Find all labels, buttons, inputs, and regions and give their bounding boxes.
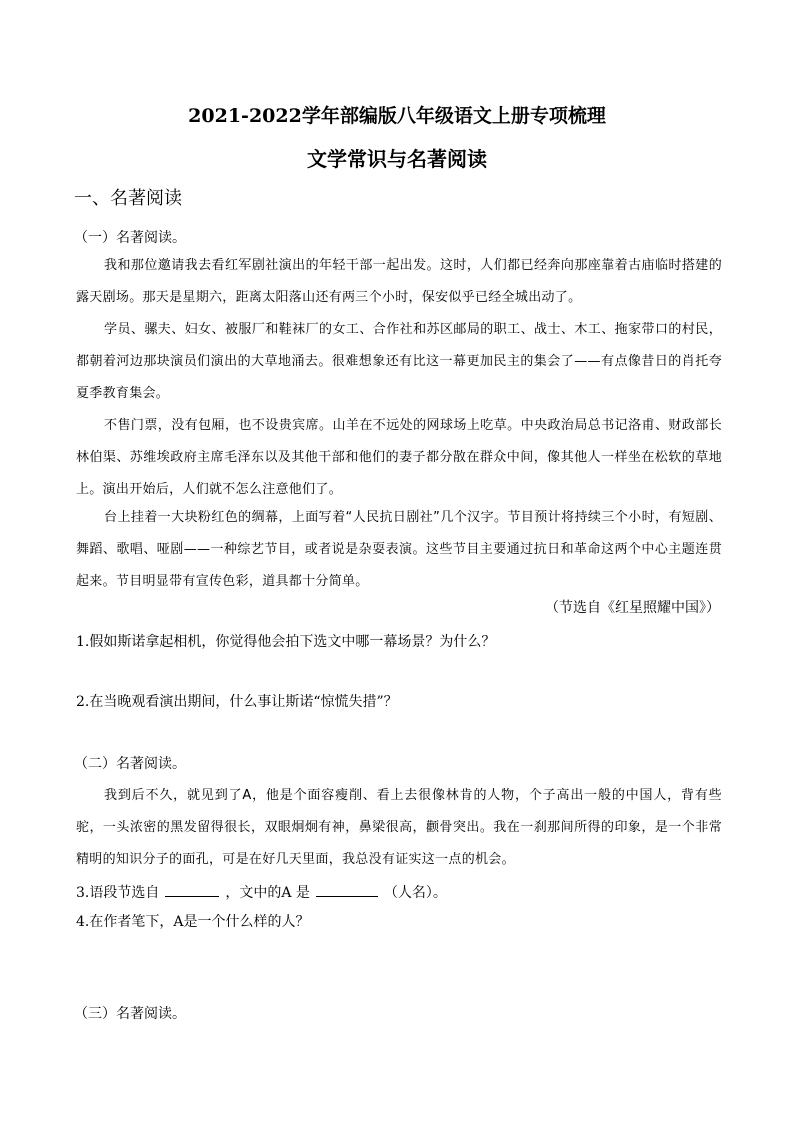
part2-heading: （二）名著阅读。 [74,756,186,772]
part1-paragraph-2: 学员、骡夫、妇女、被服厂和鞋袜厂的女工、合作社和苏区邮局的职工、战士、木工、拖家带口的村民，都朝着河边那块演员们演出的大草地涌去。很难想象还有比这一幕更加民主的集会了——有点像昔日的肖托夸夏季教育集会。 [76,322,722,401]
question-4: 4.在作者笔下，A是一个什么样的人？ [76,914,310,930]
part1-paragraph-4: 台上挂着一大块粉红色的绸幕，上面写着“人民抗日剧社”几个汉字。节目预计将持续三个小时，有短剧、舞蹈、歌唱、哑剧——一种综艺节目，或者说是杂耍表演。这些节目主要通过抗日和革命这两个中心主题连贯起来。节目明显带有宣传色彩，道具都十分简单。 [76,510,722,589]
section-heading: 一、名著阅读 [74,188,182,209]
part3-heading: （三）名著阅读。 [74,1006,186,1022]
part1-paragraph-3: 不售门票，没有包厢，也不设贵宾席。山羊在不远处的网球场上吃草。中央政治局总书记洛甫、财政部长林伯渠、苏维埃政府主席毛泽东以及其他干部和他们的妻子都分散在群众中间，像其他人一样坐在松软的草地上。演出开始后，人们就不怎么注意他们了。 [76,418,722,497]
question-3 [76,882,447,903]
question-2: 2.在当晚观看演出期间，什么事让斯诺“惊慌失措”？ [76,694,398,710]
part2-paragraph: 我到后不久，就见到了A，他是个面容瘦削、看上去很像林肯的人物，个子高出一般的中国人，背有些驼，一头浓密的黑发留得很长，双眼炯炯有神，鼻梁很高，颧骨突出。我在一刹那间所得的印象，是一个非常精明的知识分子的面孔，可是在好几天里面，我总没有证实这一点的机会。 [76,788,722,867]
excerpt-source: （节选自《红星照耀中国》） [545,600,720,616]
part1-paragraph-1: 我和那位邀请我去看红军剧社演出的年轻干部一起出发。这时，人们都已经奔向那座靠着古庙临时搭建的露天剧场。那天是星期六，距离太阳落山还有两三个小时，保安似乎已经全城出动了。 [76,258,722,305]
question-3-suffix: （人名）。 [383,885,447,901]
part1-heading: （一）名著阅读。 [74,230,186,246]
question-3-middle: ，文中的A 是 [225,885,310,901]
document-subtitle: 文学常识与名著阅读 [307,147,487,171]
book-title-blank[interactable] [165,882,219,897]
question-3-prefix: 3.语段节选自 [76,885,160,901]
question-1: 1.假如斯诺拿起相机，你觉得他会拍下选文中哪一幕场景？为什么？ [76,634,496,650]
document-title: 2021-2022学年部编版八年级语文上册专项梳理 [188,105,606,127]
person-name-blank[interactable] [316,882,378,897]
